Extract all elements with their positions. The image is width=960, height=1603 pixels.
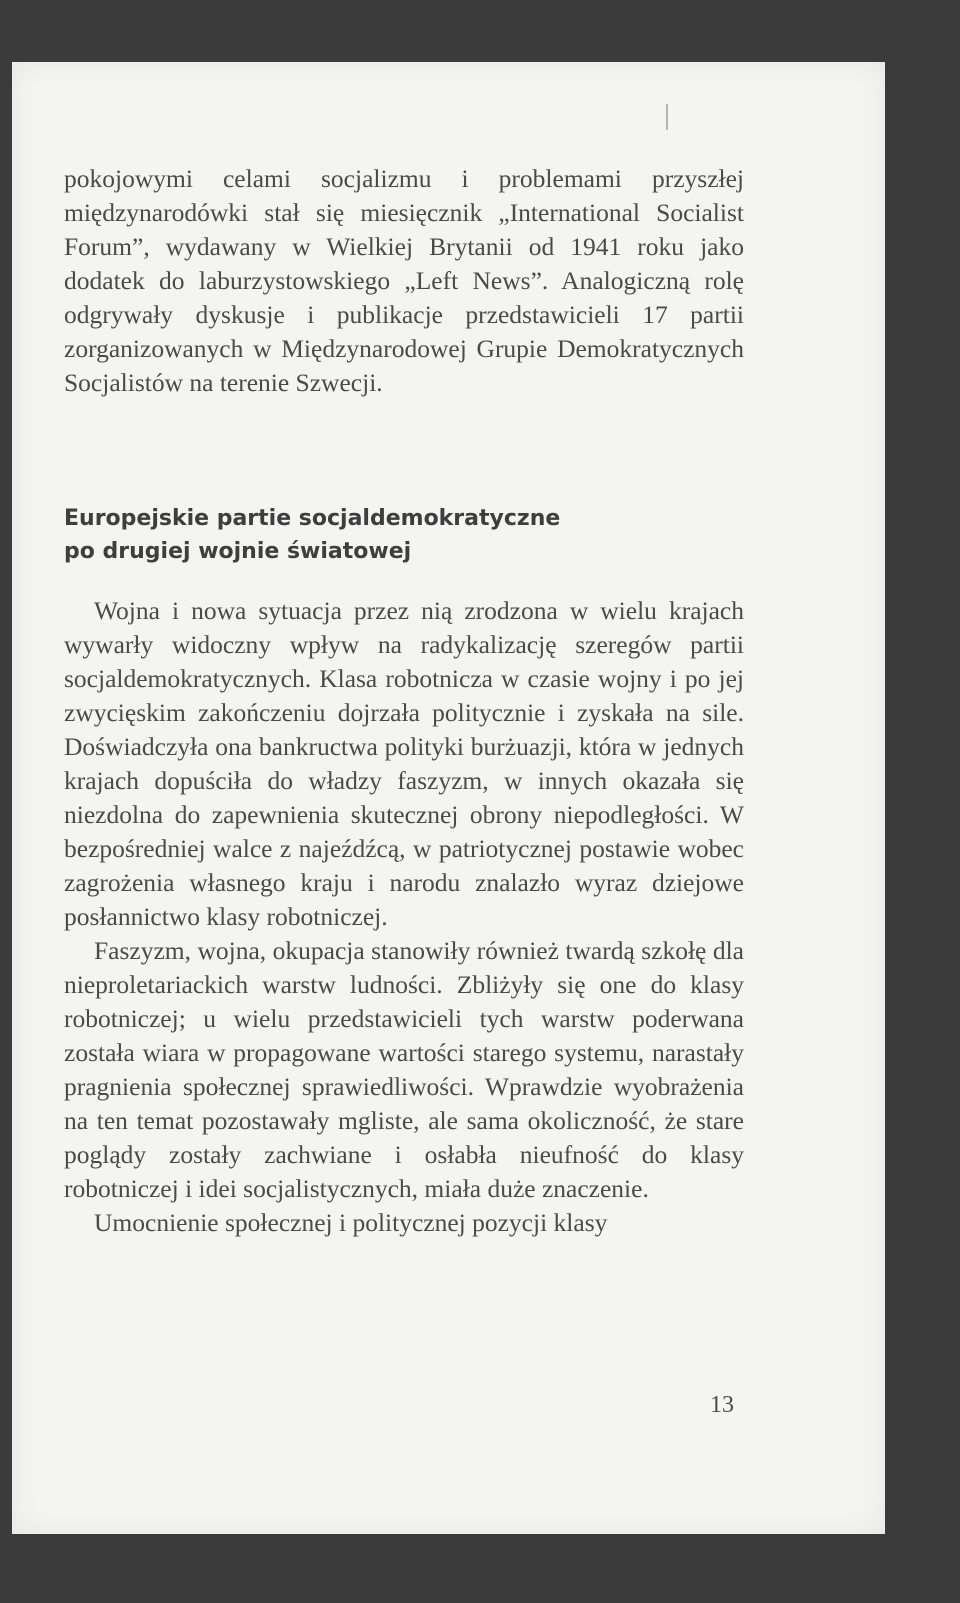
intro-paragraph: pokojowymi celami socjalizmu i problemami przyszłej międzynarodówki stał się miesięcznik „International Socialist Forum”, wydawany w Wielkiej Brytanii od 1941 roku jako dodatek do laburzystowskiego „Left News”. Analogiczną rolę odgrywały dyskusje i publikacje przedstawicieli 17 partii zorganizowanych w Międzynarodowej Grupie Demokratycznych Socjalistów na terenie Szwecji.: [64, 164, 744, 397]
intro-text: [64, 162, 744, 400]
section-heading: [64, 502, 744, 568]
section-heading-line-2: po drugiej wojnie światowej: [64, 539, 412, 564]
scan-mark: [666, 104, 668, 130]
paragraph-2: Faszyzm, wojna, okupacja stanowiły również twardą szkołę dla nieproletariackich warstw ludności. Zbliżyły się one do klasy robotniczej; u wielu przedstawicieli tych warstw poderwana została wiara w propagowane wartości starego systemu, narastały pragnienia społecznej sprawiedliwości. Wprawdzie wyobrażenia na ten temat pozostawały mgliste, ale sama okoliczność, że stare poglądy zostały zachwiane i osłabła nieufność do klasy robotniczej i idei socjalistycznych, miała duże znaczenie.: [64, 936, 744, 1203]
paragraph-3: Umocnienie społecznej i politycznej pozycji klasy: [94, 1208, 608, 1237]
body-text: [64, 594, 744, 1240]
page-number: 13: [710, 1392, 734, 1418]
section-heading-line-1: Europejskie partie socjaldemokratyczne: [64, 506, 561, 531]
book-page: [12, 62, 885, 1534]
paragraph-1: Wojna i nowa sytuacja przez nią zrodzona w wielu krajach wywarły widoczny wpływ na radykalizację szeregów partii socjaldemokratycznych. Klasa robotnicza w czasie wojny i po jej zwycięskim zakończeniu dojrzała politycznie i zyskała na sile. Doświadczyła ona bankructwa polityki burżuazji, która w jednych krajach dopuściła do władzy faszyzm, w innych okazała się niezdolna do zapewnienia skutecznej obrony niepodległości. W bezpośredniej walce z najeźdźcą, w patriotycznej postawie wobec zagrożenia własnego kraju i narodu znalazło wyraz dziejowe posłannictwo klasy robotniczej.: [64, 596, 744, 931]
